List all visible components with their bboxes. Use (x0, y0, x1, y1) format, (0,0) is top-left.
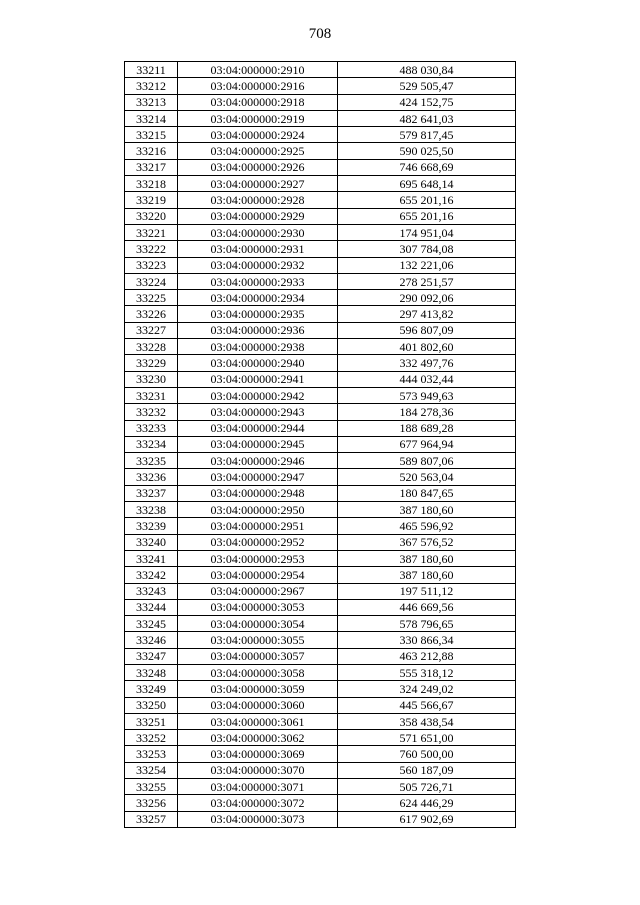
cadastral-value-cell: 578 796,65 (338, 616, 516, 632)
table-row (125, 322, 516, 338)
cadastral-number-cell: 03:04:000000:2925 (178, 143, 338, 159)
cadastral-number-cell: 03:04:000000:3072 (178, 795, 338, 811)
cadastral-number-cell: 03:04:000000:2928 (178, 192, 338, 208)
table-row (125, 290, 516, 306)
row-number-cell: 33252 (125, 730, 178, 746)
cadastral-number-cell: 03:04:000000:2953 (178, 550, 338, 566)
cadastral-number-cell: 03:04:000000:3071 (178, 779, 338, 795)
row-number-cell: 33249 (125, 681, 178, 697)
table-row (125, 795, 516, 811)
cadastral-value-cell: 332 497,76 (338, 355, 516, 371)
table-row (125, 518, 516, 534)
cadastral-value-table (124, 61, 516, 828)
cadastral-number-cell: 03:04:000000:2926 (178, 159, 338, 175)
row-number-cell: 33235 (125, 453, 178, 469)
row-number-cell: 33225 (125, 290, 178, 306)
row-number-cell: 33214 (125, 110, 178, 126)
cadastral-number-cell: 03:04:000000:2952 (178, 534, 338, 550)
cadastral-value-cell: 589 807,06 (338, 453, 516, 469)
cadastral-value-cell: 387 180,60 (338, 567, 516, 583)
table-row (125, 273, 516, 289)
cadastral-value-cell: 290 092,06 (338, 290, 516, 306)
cadastral-value-cell: 520 563,04 (338, 469, 516, 485)
row-number-cell: 33220 (125, 208, 178, 224)
row-number-cell: 33211 (125, 62, 178, 78)
cadastral-value-cell: 746 668,69 (338, 159, 516, 175)
row-number-cell: 33245 (125, 616, 178, 632)
row-number-cell: 33239 (125, 518, 178, 534)
cadastral-value-cell: 358 438,54 (338, 713, 516, 729)
cadastral-value-cell: 184 278,36 (338, 404, 516, 420)
cadastral-value-cell: 463 212,88 (338, 648, 516, 664)
row-number-cell: 33237 (125, 485, 178, 501)
cadastral-value-cell: 180 847,65 (338, 485, 516, 501)
cadastral-number-cell: 03:04:000000:3058 (178, 664, 338, 680)
table-row (125, 176, 516, 192)
cadastral-number-cell: 03:04:000000:2936 (178, 322, 338, 338)
row-number-cell: 33233 (125, 420, 178, 436)
table-row (125, 648, 516, 664)
cadastral-value-cell: 197 511,12 (338, 583, 516, 599)
cadastral-number-cell: 03:04:000000:2948 (178, 485, 338, 501)
table-row (125, 404, 516, 420)
cadastral-number-cell: 03:04:000000:2918 (178, 94, 338, 110)
table-row (125, 550, 516, 566)
table-row (125, 110, 516, 126)
table-row (125, 453, 516, 469)
page-number: 708 (308, 26, 332, 42)
row-number-cell: 33221 (125, 224, 178, 240)
cadastral-value-cell: 560 187,09 (338, 762, 516, 778)
cadastral-number-cell: 03:04:000000:2944 (178, 420, 338, 436)
cadastral-value-cell: 571 651,00 (338, 730, 516, 746)
cadastral-value-cell: 555 318,12 (338, 664, 516, 680)
cadastral-number-cell: 03:04:000000:2967 (178, 583, 338, 599)
table-row (125, 599, 516, 615)
cadastral-number-cell: 03:04:000000:3062 (178, 730, 338, 746)
table-row (125, 469, 516, 485)
table-row (125, 616, 516, 632)
cadastral-number-cell: 03:04:000000:2947 (178, 469, 338, 485)
row-number-cell: 33219 (125, 192, 178, 208)
row-number-cell: 33224 (125, 273, 178, 289)
table-row (125, 224, 516, 240)
row-number-cell: 33227 (125, 322, 178, 338)
row-number-cell: 33230 (125, 371, 178, 387)
cadastral-value-cell: 307 784,08 (338, 241, 516, 257)
row-number-cell: 33244 (125, 599, 178, 615)
table-row (125, 306, 516, 322)
cadastral-number-cell: 03:04:000000:3057 (178, 648, 338, 664)
table-row (125, 664, 516, 680)
cadastral-value-cell: 590 025,50 (338, 143, 516, 159)
table-row (125, 502, 516, 518)
cadastral-number-cell: 03:04:000000:2933 (178, 273, 338, 289)
table-row (125, 62, 516, 78)
row-number-cell: 33216 (125, 143, 178, 159)
cadastral-value-cell: 401 802,60 (338, 339, 516, 355)
table-row (125, 159, 516, 175)
table-row (125, 355, 516, 371)
table-row (125, 78, 516, 94)
cadastral-value-cell: 297 413,82 (338, 306, 516, 322)
cadastral-number-cell: 03:04:000000:2945 (178, 436, 338, 452)
row-number-cell: 33241 (125, 550, 178, 566)
cadastral-number-cell: 03:04:000000:3053 (178, 599, 338, 615)
row-number-cell: 33226 (125, 306, 178, 322)
row-number-cell: 33256 (125, 795, 178, 811)
table-row (125, 632, 516, 648)
cadastral-value-cell: 488 030,84 (338, 62, 516, 78)
row-number-cell: 33232 (125, 404, 178, 420)
cadastral-number-cell: 03:04:000000:3069 (178, 746, 338, 762)
table-row (125, 681, 516, 697)
cadastral-number-cell: 03:04:000000:2946 (178, 453, 338, 469)
table-row (125, 762, 516, 778)
row-number-cell: 33251 (125, 713, 178, 729)
row-number-cell: 33248 (125, 664, 178, 680)
cadastral-value-cell: 174 951,04 (338, 224, 516, 240)
cadastral-number-cell: 03:04:000000:2927 (178, 176, 338, 192)
cadastral-number-cell: 03:04:000000:3060 (178, 697, 338, 713)
cadastral-number-cell: 03:04:000000:3054 (178, 616, 338, 632)
cadastral-number-cell: 03:04:000000:3070 (178, 762, 338, 778)
row-number-cell: 33255 (125, 779, 178, 795)
row-number-cell: 33217 (125, 159, 178, 175)
table-row (125, 567, 516, 583)
cadastral-number-cell: 03:04:000000:2924 (178, 127, 338, 143)
row-number-cell: 33218 (125, 176, 178, 192)
table-row (125, 485, 516, 501)
row-number-cell: 33223 (125, 257, 178, 273)
row-number-cell: 33231 (125, 387, 178, 403)
row-number-cell: 33246 (125, 632, 178, 648)
table-row (125, 371, 516, 387)
row-number-cell: 33213 (125, 94, 178, 110)
row-number-cell: 33243 (125, 583, 178, 599)
cadastral-number-cell: 03:04:000000:2943 (178, 404, 338, 420)
row-number-cell: 33238 (125, 502, 178, 518)
row-number-cell: 33254 (125, 762, 178, 778)
cadastral-value-cell: 505 726,71 (338, 779, 516, 795)
row-number-cell: 33236 (125, 469, 178, 485)
table-row (125, 713, 516, 729)
table-row (125, 339, 516, 355)
cadastral-value-cell: 760 500,00 (338, 746, 516, 762)
cadastral-number-cell: 03:04:000000:2916 (178, 78, 338, 94)
table-row (125, 436, 516, 452)
row-number-cell: 33247 (125, 648, 178, 664)
table-row (125, 534, 516, 550)
table-row (125, 779, 516, 795)
cadastral-number-cell: 03:04:000000:3073 (178, 811, 338, 827)
cadastral-value-cell: 624 446,29 (338, 795, 516, 811)
cadastral-number-cell: 03:04:000000:2929 (178, 208, 338, 224)
table-row (125, 94, 516, 110)
cadastral-number-cell: 03:04:000000:2931 (178, 241, 338, 257)
row-number-cell: 33234 (125, 436, 178, 452)
cadastral-number-cell: 03:04:000000:2919 (178, 110, 338, 126)
cadastral-value-cell: 324 249,02 (338, 681, 516, 697)
cadastral-value-cell: 695 648,14 (338, 176, 516, 192)
cadastral-value-cell: 529 505,47 (338, 78, 516, 94)
cadastral-value-cell: 330 866,34 (338, 632, 516, 648)
cadastral-value-cell: 367 576,52 (338, 534, 516, 550)
table-row (125, 143, 516, 159)
table-row (125, 811, 516, 827)
table-body (125, 62, 516, 828)
cadastral-value-cell: 573 949,63 (338, 387, 516, 403)
cadastral-value-cell: 445 566,67 (338, 697, 516, 713)
cadastral-value-cell: 132 221,06 (338, 257, 516, 273)
cadastral-number-cell: 03:04:000000:2942 (178, 387, 338, 403)
cadastral-number-cell: 03:04:000000:2938 (178, 339, 338, 355)
row-number-cell: 33222 (125, 241, 178, 257)
cadastral-number-cell: 03:04:000000:3059 (178, 681, 338, 697)
row-number-cell: 33253 (125, 746, 178, 762)
row-number-cell: 33228 (125, 339, 178, 355)
table-row (125, 127, 516, 143)
cadastral-number-cell: 03:04:000000:2932 (178, 257, 338, 273)
cadastral-number-cell: 03:04:000000:2951 (178, 518, 338, 534)
cadastral-value-cell: 446 669,56 (338, 599, 516, 615)
table-row (125, 697, 516, 713)
cadastral-value-cell: 444 032,44 (338, 371, 516, 387)
cadastral-value-cell: 188 689,28 (338, 420, 516, 436)
cadastral-value-cell: 465 596,92 (338, 518, 516, 534)
cadastral-number-cell: 03:04:000000:3055 (178, 632, 338, 648)
row-number-cell: 33215 (125, 127, 178, 143)
cadastral-value-cell: 655 201,16 (338, 208, 516, 224)
cadastral-value-cell: 596 807,09 (338, 322, 516, 338)
cadastral-value-cell: 655 201,16 (338, 192, 516, 208)
table-row (125, 192, 516, 208)
cadastral-value-cell: 617 902,69 (338, 811, 516, 827)
cadastral-value-cell: 482 641,03 (338, 110, 516, 126)
row-number-cell: 33229 (125, 355, 178, 371)
table-row (125, 257, 516, 273)
cadastral-value-cell: 677 964,94 (338, 436, 516, 452)
row-number-cell: 33242 (125, 567, 178, 583)
table-row (125, 583, 516, 599)
table-row (125, 241, 516, 257)
table-row (125, 420, 516, 436)
cadastral-value-cell: 387 180,60 (338, 550, 516, 566)
table-row (125, 387, 516, 403)
cadastral-number-cell: 03:04:000000:3061 (178, 713, 338, 729)
cadastral-value-cell: 579 817,45 (338, 127, 516, 143)
cadastral-number-cell: 03:04:000000:2935 (178, 306, 338, 322)
table-row (125, 746, 516, 762)
row-number-cell: 33212 (125, 78, 178, 94)
row-number-cell: 33257 (125, 811, 178, 827)
cadastral-number-cell: 03:04:000000:2941 (178, 371, 338, 387)
cadastral-number-cell: 03:04:000000:2930 (178, 224, 338, 240)
cadastral-number-cell: 03:04:000000:2950 (178, 502, 338, 518)
cadastral-number-cell: 03:04:000000:2940 (178, 355, 338, 371)
row-number-cell: 33250 (125, 697, 178, 713)
row-number-cell: 33240 (125, 534, 178, 550)
table-row (125, 730, 516, 746)
cadastral-value-cell: 387 180,60 (338, 502, 516, 518)
cadastral-number-cell: 03:04:000000:2910 (178, 62, 338, 78)
table-row (125, 208, 516, 224)
cadastral-value-cell: 278 251,57 (338, 273, 516, 289)
cadastral-number-cell: 03:04:000000:2934 (178, 290, 338, 306)
cadastral-value-cell: 424 152,75 (338, 94, 516, 110)
cadastral-number-cell: 03:04:000000:2954 (178, 567, 338, 583)
